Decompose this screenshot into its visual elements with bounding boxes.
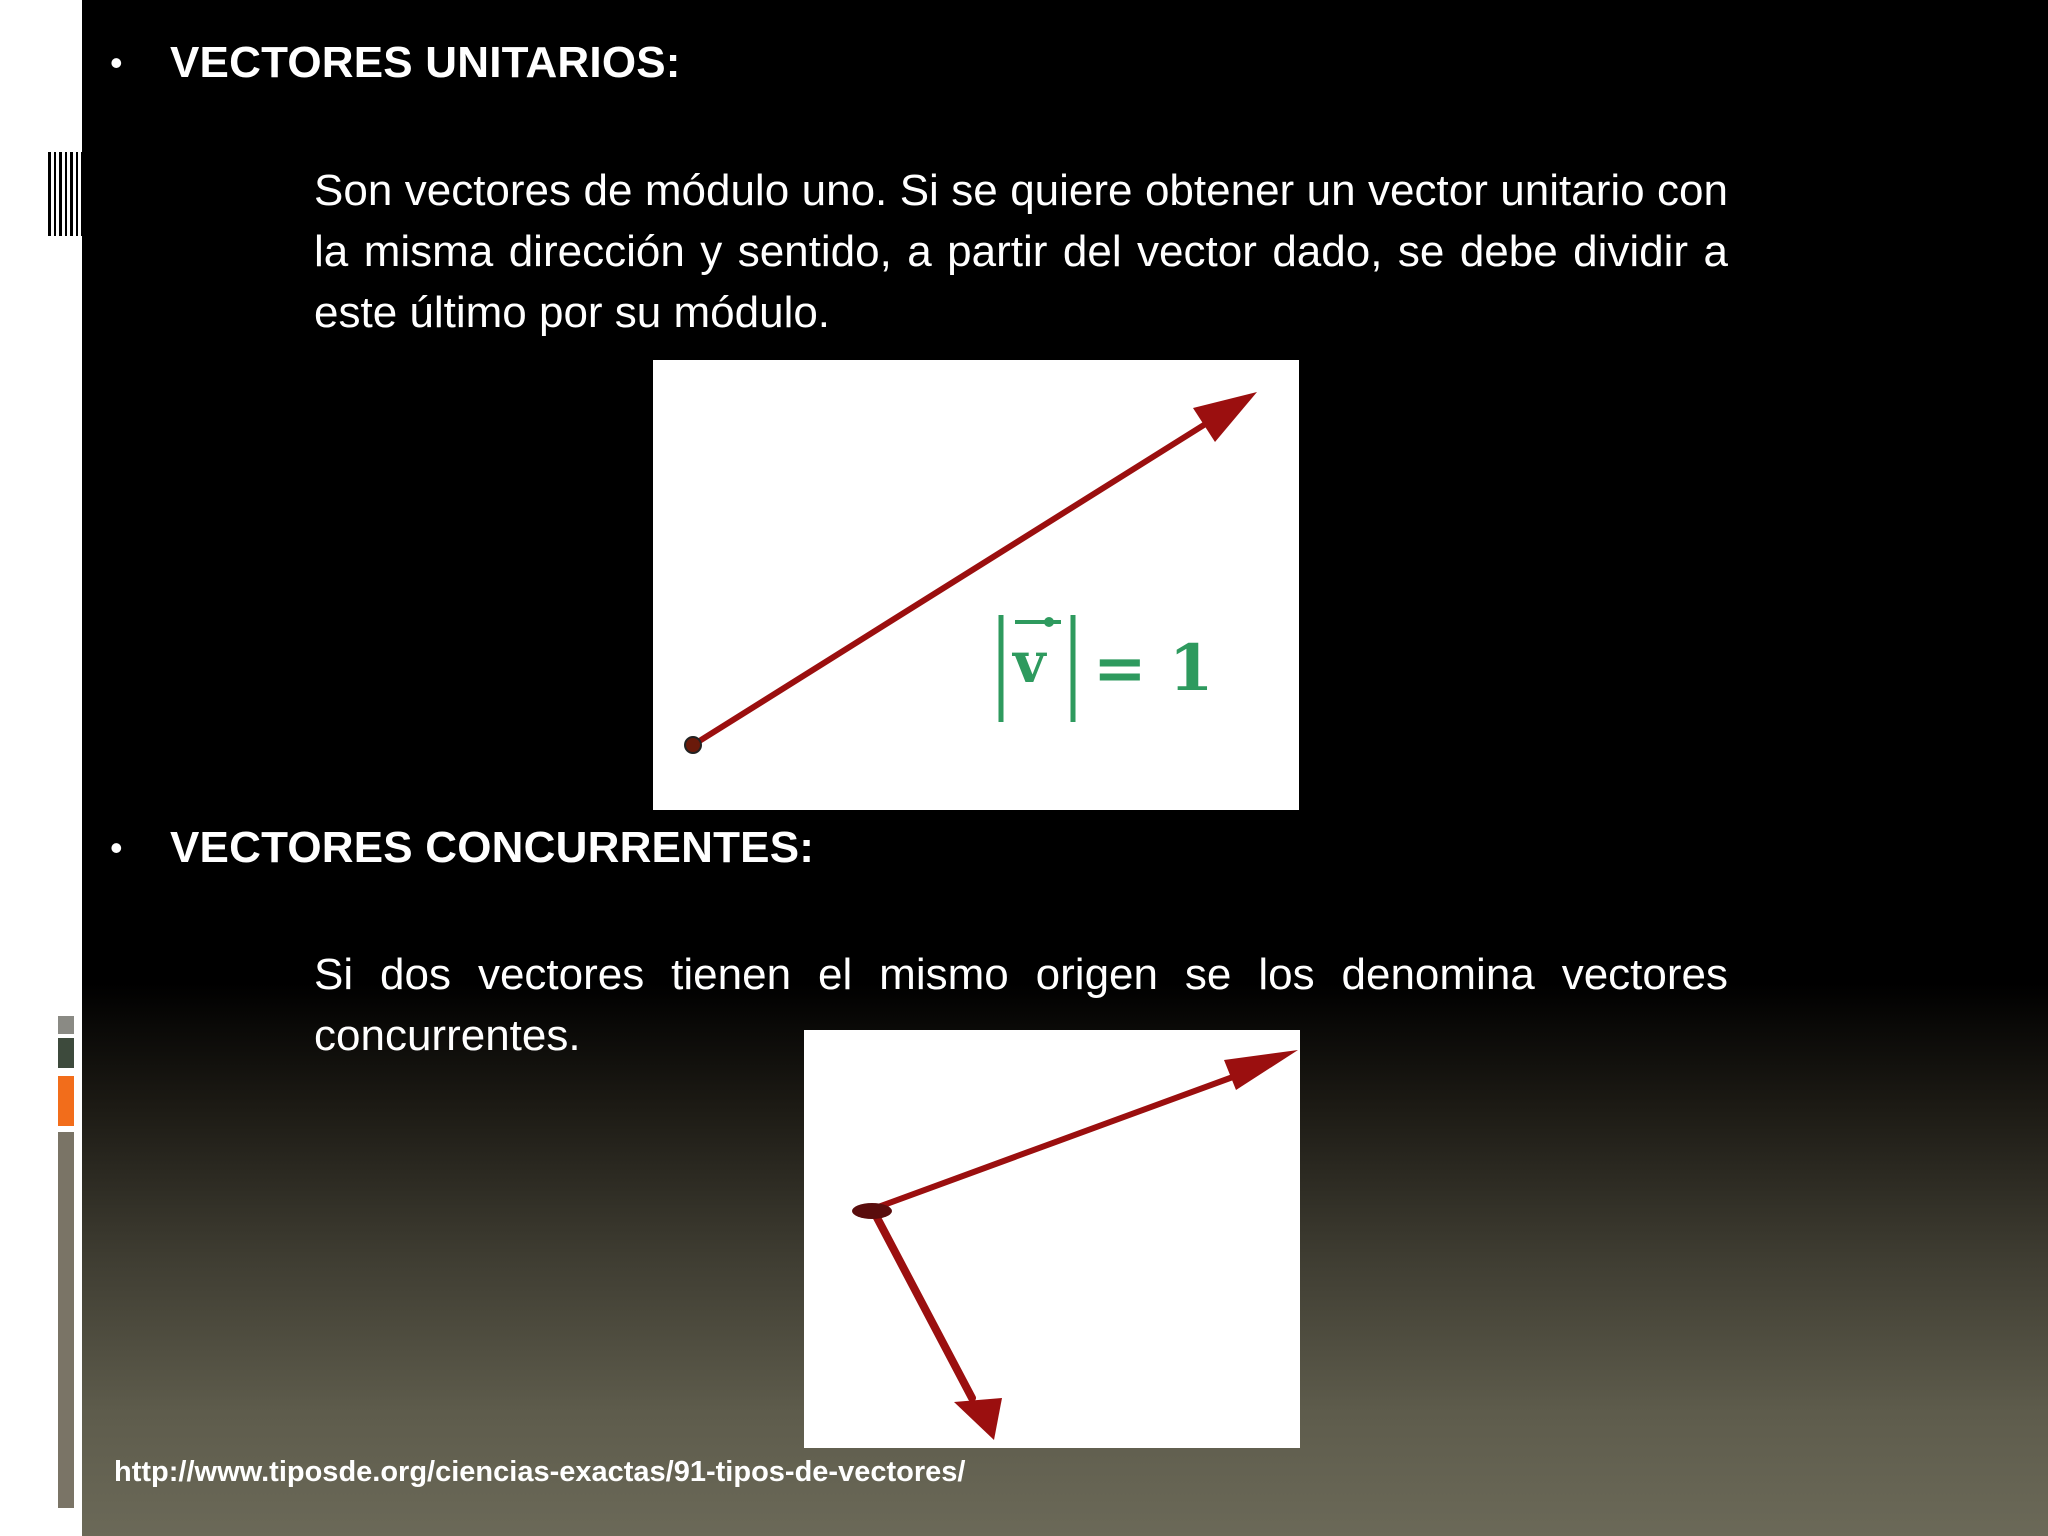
overline-dot	[1044, 617, 1054, 627]
heading-concurrent-vectors: VECTORES CONCURRENTES:	[170, 823, 815, 872]
bullet: •	[110, 42, 123, 83]
section-unit-heading-row	[110, 38, 681, 88]
concurrent-vectors-origin	[852, 1203, 892, 1219]
concurrent-vector-a-shaft	[870, 1070, 1252, 1210]
formula-equals-one: = 1	[1093, 631, 1214, 706]
barcode-decoration	[48, 152, 82, 236]
concurrent-vector-b-arrowhead	[954, 1398, 1002, 1440]
heading-unit-vectors: VECTORES UNITARIOS:	[170, 38, 681, 87]
concurrent-vectors-figure	[804, 1030, 1300, 1448]
slide	[82, 0, 2048, 1536]
concurrent-vector-b-shaft	[874, 1212, 972, 1398]
section-concurrent-heading-row	[110, 823, 814, 873]
unit-vector-svg	[653, 360, 1299, 810]
paragraph-concurrent-vectors: Si dos vectores tienen el mismo origen se los denomina vectores concurrentes.	[314, 950, 1728, 1060]
paragraph-unit-vectors: Son vectores de módulo uno. Si se quiere obtener un vector unitario con la misma dirección y sentido, a partir del vector dado, se debe dividir a este último por su módulo.	[314, 166, 1728, 337]
concurrent-vectors-svg	[804, 1030, 1300, 1448]
source-link[interactable]: http://www.tiposde.org/ciencias-exactas/91-tipos-de-vectores/	[114, 1456, 966, 1488]
side-accent-gray	[58, 1132, 74, 1508]
formula-vector-letter: v	[1013, 630, 1046, 696]
unit-vector-formula	[1001, 615, 1213, 722]
unit-vector-figure	[653, 360, 1299, 810]
bullet: •	[110, 827, 123, 868]
side-accent-gray-top	[58, 1016, 74, 1034]
left-margin	[0, 0, 82, 1536]
unit-vector-arrowhead	[1193, 392, 1257, 442]
side-accent-dark	[58, 1038, 74, 1068]
side-accent-orange	[58, 1076, 74, 1126]
concurrent-vector-a-arrowhead	[1224, 1050, 1298, 1090]
unit-vector-origin	[685, 737, 701, 753]
